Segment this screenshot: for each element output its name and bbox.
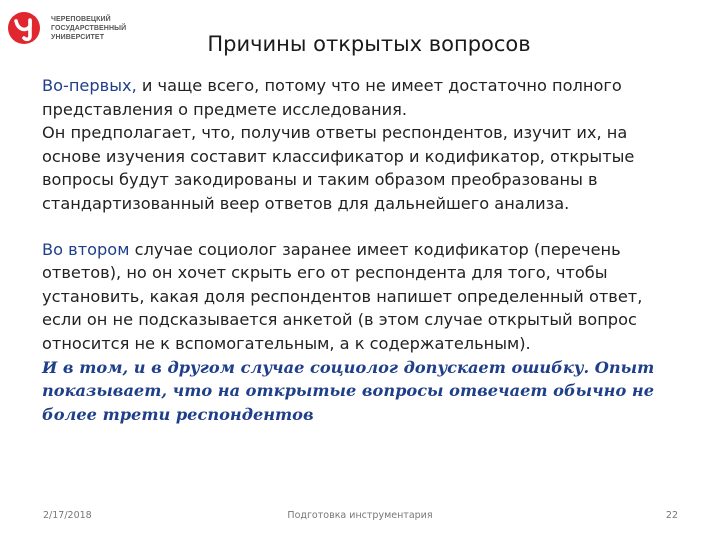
paragraph-gap [42,216,682,238]
page-number: 22 [665,510,678,521]
first-reason-text: и чаще всего, потому что не имеет достаточно полного представления о предмете исследования. [42,76,622,119]
slide-title: Причины открытых вопросов [207,32,531,56]
first-reason-lead: Во-первых, [42,76,137,95]
second-reason-text: случае социолог заранее имеет кодификатор (перечень ответов), но он хочет скрыть его от респондента для того, чтобы установить, какая доля респондентов напишет определенный ответ, если он не подсказывается анкетой (в этом случае открытый вопрос относится не к вспомогательным, а к содержательным). [42,239,643,353]
footer-date: 2/17/2018 [43,510,92,521]
paragraph-first-reason [42,74,682,121]
second-reason-lead: Во втором [42,239,130,259]
logo-line-1: ЧЕРЕПОВЕЦКИЙ [51,15,111,23]
paragraph-first-explanation: Он предполагает, что, получив ответы респондентов, изучит их, на основе изучения составит классификатор и кодификатор, открытые вопросы будут закодированы и таким образом преобразованы в стандартизованный веер ответов для дальнейшего анализа. [42,123,635,213]
paragraph-second-reason [42,238,682,356]
logo-line-2: ГОСУДАРСТВЕННЫЙ [51,24,127,32]
footer-title: Подготовка инструментария [287,510,433,521]
logo-line-3: УНИВЕРСИТЕТ [51,33,105,41]
slide-body [42,74,682,426]
conclusion-text: И в том, и в другом случае социолог допускает ошибку. Опыт показывает, что на открытые вопросы отвечает обычно не более трети респондентов [42,357,655,424]
